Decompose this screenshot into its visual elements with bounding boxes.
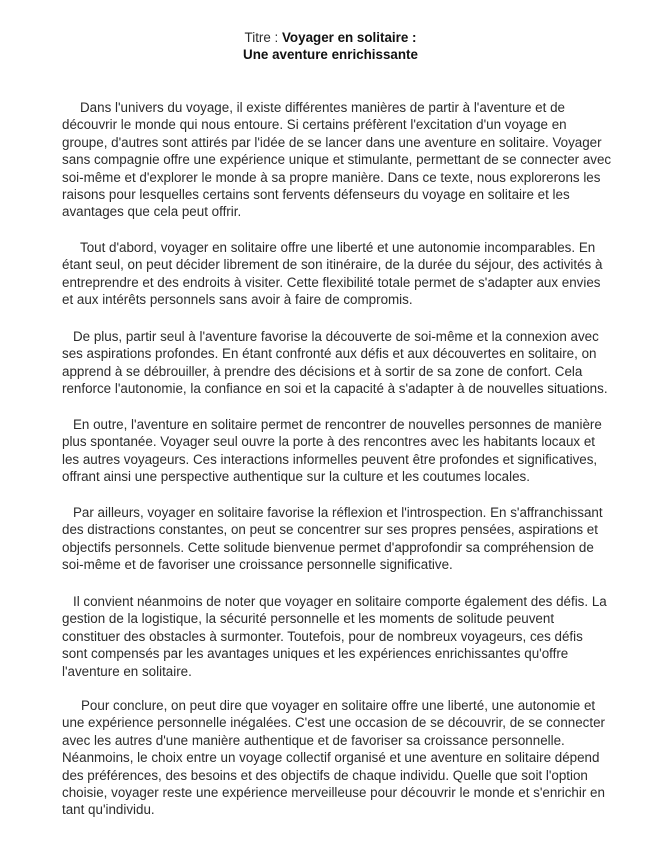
text-line: gestion de la logistique, la sécurité personnelle et les moments de solitude peuvent — [62, 611, 555, 627]
title-line-2 — [0, 46, 661, 63]
text-line: ses aspirations profondes. En étant confronté aux défis et aux découvertes en solitaire, on — [62, 346, 597, 362]
text-line: tant qu'individu. — [62, 802, 155, 818]
text-line: des distractions constantes, on peut se concentrer sur ses propres pensées, aspirations et — [62, 522, 598, 538]
text-line: raisons pour lesquelles certains sont fervents défenseurs du voyage en solitaire et les — [62, 187, 570, 203]
text-line: les autres voyageurs. Ces interactions informelles peuvent être profondes et significatives, — [62, 451, 598, 467]
paragraph-challenges — [62, 593, 607, 680]
text-line: étant seul, on peut décider librement de son itinéraire, de la durée du séjour, des activités à — [62, 257, 603, 273]
text-line: Par ailleurs, voyager en solitaire favorise la réflexion et l'introspection. En s'affranchissant — [73, 505, 603, 520]
text-line: objectifs personnels. Cette solitude bienvenue permet d'approfondir sa compréhension de — [62, 539, 594, 555]
paragraph-conclusion — [62, 697, 605, 819]
text-line: apprend à se débrouiller, à prendre des décisions et à sortir de sa zone de confort. Cela — [62, 363, 583, 379]
text-line: des préférences, des besoins et des objectifs de chaque individu. Quelle que soit l'option — [62, 767, 588, 783]
title-main: Voyager en solitaire : — [282, 30, 417, 45]
text-line: Néanmoins, le choix entre un voyage collectif organisé et une aventure en solitaire dépend — [62, 750, 600, 766]
text-line: choisie, voyager reste une expérience merveilleuse pour découvrir le monde et s'enrichir en — [62, 785, 605, 801]
text-line: sans compagnie offre une expérience unique et stimulante, permettant de se connecter avec — [62, 152, 612, 168]
text-line: renforce l'autonomie, la confiance en soi et la capacité à s'adapter à de nouvelles situations. — [62, 381, 608, 397]
title-subtitle: Une aventure enrichissante — [243, 47, 418, 63]
document-title — [0, 29, 661, 64]
text-line: De plus, partir seul à l'aventure favorise la découverte de soi-même et la connexion avec — [73, 329, 599, 344]
text-line: découvrir le monde qui nous entoure. Si certains préfèrent l'excitation d'un voyage en — [62, 117, 567, 133]
paragraph-freedom — [62, 239, 602, 309]
text-line: sont compensés par les avantages uniques et les expériences enrichissantes qu'offre — [62, 646, 569, 662]
title-line-1 — [0, 29, 661, 46]
paragraph-reflection — [62, 504, 603, 574]
text-line: plus spontanée. Voyager seul ouvre la porte à des rencontres avec les habitants locaux et — [62, 434, 595, 450]
paragraph-intro — [62, 99, 611, 221]
title-prefix: Titre : — [244, 30, 282, 45]
text-line: En outre, l'aventure en solitaire permet de rencontrer de nouvelles personnes de manière — [73, 417, 602, 432]
text-line: l'aventure en solitaire. — [62, 663, 192, 679]
text-line: soi-même et d'explorer le monde à sa propre manière. Dans ce texte, nous explorerons les — [62, 169, 601, 185]
text-line: soi-même et de favoriser une croissance personnelle significative. — [62, 557, 453, 573]
text-line: offrant ainsi une perspective authentique sur la culture et les coutumes locales. — [62, 469, 530, 485]
text-line: Dans l'univers du voyage, il existe différentes manières de partir à l'aventure et de — [80, 100, 565, 115]
text-line: une expérience personnelle inégalées. C'est une occasion de se découvrir, de se connecter — [62, 715, 605, 731]
text-line: avec les autres d'une manière authentique et de favoriser sa croissance personnelle. — [62, 732, 565, 748]
text-line: Pour conclure, on peut dire que voyager en solitaire offre une liberté, une autonomie et — [81, 698, 596, 713]
text-line: constituer des obstacles à surmonter. Toutefois, pour de nombreux voyageurs, ces défis — [62, 628, 583, 644]
paragraph-meeting-people — [62, 416, 602, 486]
text-line: et aux intérêts personnels sans avoir à faire de compromis. — [62, 292, 413, 308]
text-line: Tout d'abord, voyager en solitaire offre une liberté et une autonomie incomparables. En — [80, 240, 596, 255]
text-line: avantages que cela peut offrir. — [62, 204, 242, 220]
text-line: Il convient néanmoins de noter que voyager en solitaire comporte également des défis. La — [73, 594, 607, 609]
text-line: groupe, d'autres sont attirés par l'idée de se lancer dans une aventure en solitaire. Voyager — [62, 134, 602, 150]
text-line: entreprendre et des endroits à visiter. Cette flexibilité totale permet de s'adapter aux envies — [62, 274, 601, 290]
paragraph-self-discovery — [62, 328, 608, 398]
